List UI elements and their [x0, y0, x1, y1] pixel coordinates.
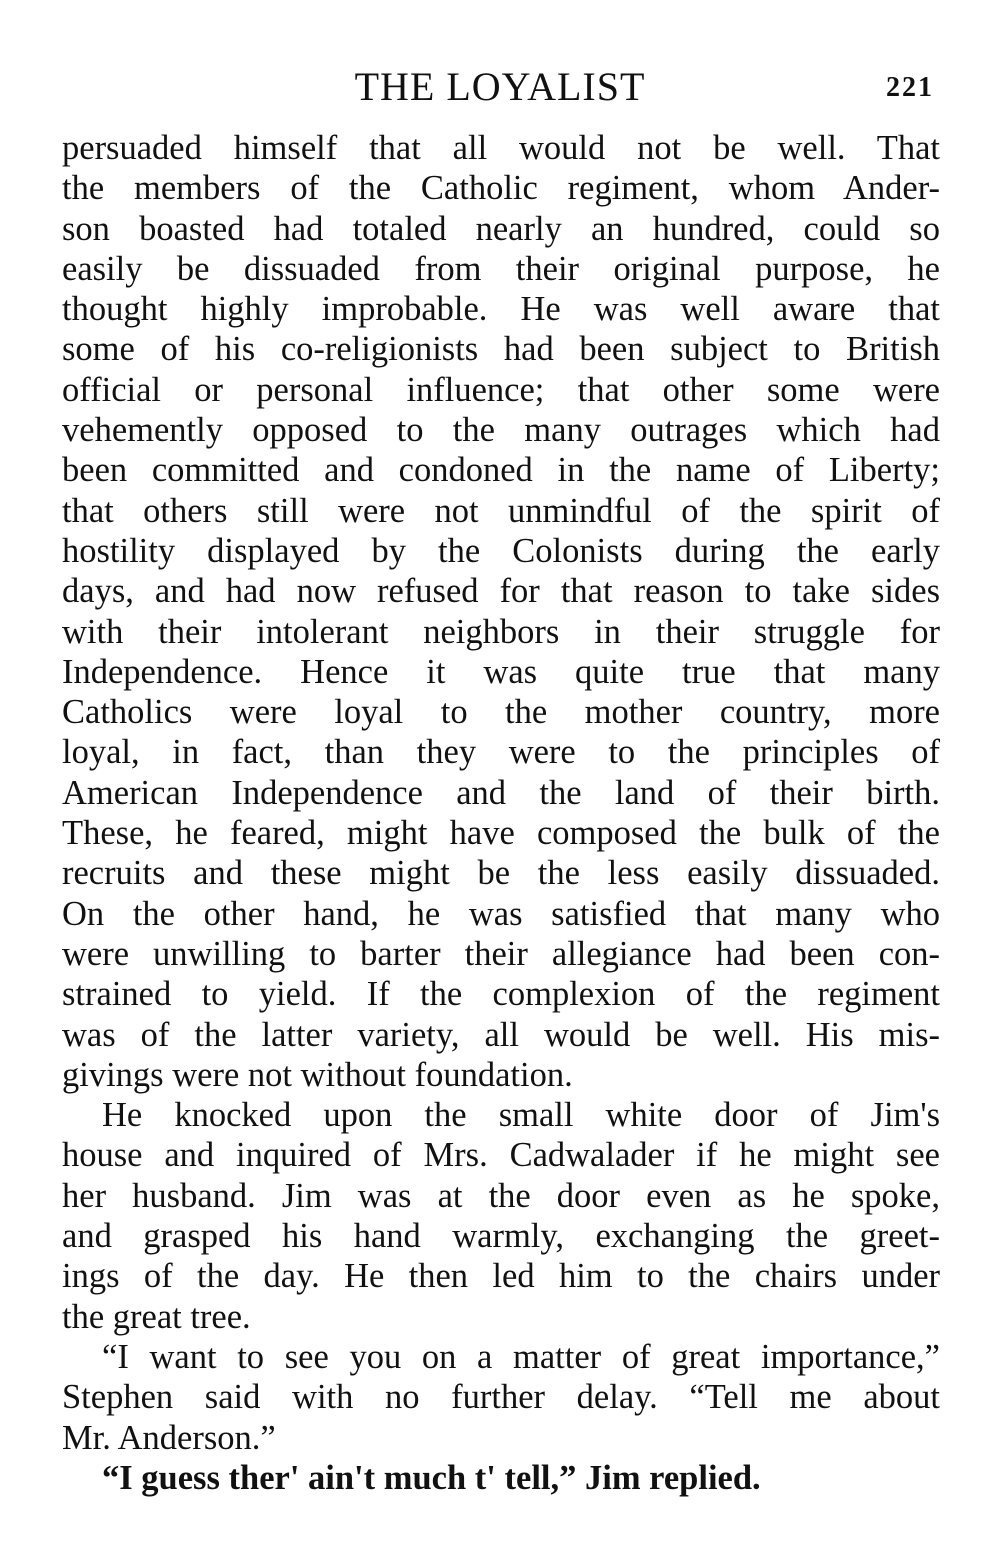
text-line: On the other hand, he was satisfied that many who — [62, 894, 940, 933]
text-line: was of the latter variety, all would be well. His mis- — [62, 1015, 940, 1054]
text-line: easily be dissuaded from their original purpose, he — [62, 249, 940, 288]
text-line: with their intolerant neighbors in their struggle for — [62, 612, 940, 651]
text-line: and grasped his hand warmly, exchanging the greet- — [62, 1217, 940, 1256]
body-text — [62, 128, 940, 1498]
text-line: persuaded himself that all would not be well. That — [62, 129, 940, 167]
running-head — [62, 62, 938, 112]
text-line: loyal, in fact, than they were to the principles of — [62, 733, 940, 772]
text-line: house and inquired of Mrs. Cadwalader if he might see — [62, 1136, 940, 1175]
text-line: some of his co-religionists had been subject to British — [62, 330, 940, 369]
text-line: Independence. Hence it was quite true that many — [62, 652, 940, 691]
text-line: “I guess ther' ain't much t' tell,” Jim replied. — [102, 1458, 761, 1497]
text-line: days, and had now refused for that reason to take sides — [62, 572, 940, 611]
text-line: the members of the Catholic regiment, whom Ander- — [62, 169, 940, 208]
text-line: strained to yield. If the complexion of the regiment — [62, 975, 940, 1014]
text-line: her husband. Jim was at the door even as he spoke, — [62, 1176, 940, 1215]
text-line: vehemently opposed to the many outrages which had — [62, 411, 940, 450]
text-line: givings were not without foundation. — [62, 1055, 573, 1094]
running-title: THE LOYALIST — [354, 64, 646, 109]
text-line: hostility displayed by the Colonists during the early — [62, 531, 940, 570]
text-line: thought highly improbable. He was well aware that — [62, 290, 940, 329]
text-line: the great tree. — [62, 1297, 251, 1336]
text-line: ings of the day. He then led him to the chairs under — [62, 1257, 940, 1296]
text-line: Catholics were loyal to the mother country, more — [62, 693, 940, 732]
text-line: Stephen said with no further delay. “Tell me about — [62, 1378, 940, 1417]
text-line: He knocked upon the small white door of Jim's — [102, 1096, 940, 1135]
text-line: “I want to see you on a matter of great importance,” — [102, 1337, 940, 1376]
text-line: American Independence and the land of their birth. — [62, 773, 940, 812]
text-line: were unwilling to barter their allegiance had been con- — [62, 934, 940, 973]
text-line: been committed and condoned in the name of Liberty; — [62, 451, 940, 490]
text-line: Mr. Anderson.” — [62, 1418, 276, 1457]
text-line: recruits and these might be the less easily dissuaded. — [62, 854, 940, 893]
text-line: son boasted had totaled nearly an hundred, could so — [62, 209, 940, 248]
text-line: that others still were not unmindful of the spirit of — [62, 491, 940, 530]
text-line: official or personal influence; that other some were — [62, 370, 940, 409]
page-number: 221 — [886, 72, 934, 103]
text-line: These, he feared, might have composed the bulk of the — [62, 814, 940, 853]
